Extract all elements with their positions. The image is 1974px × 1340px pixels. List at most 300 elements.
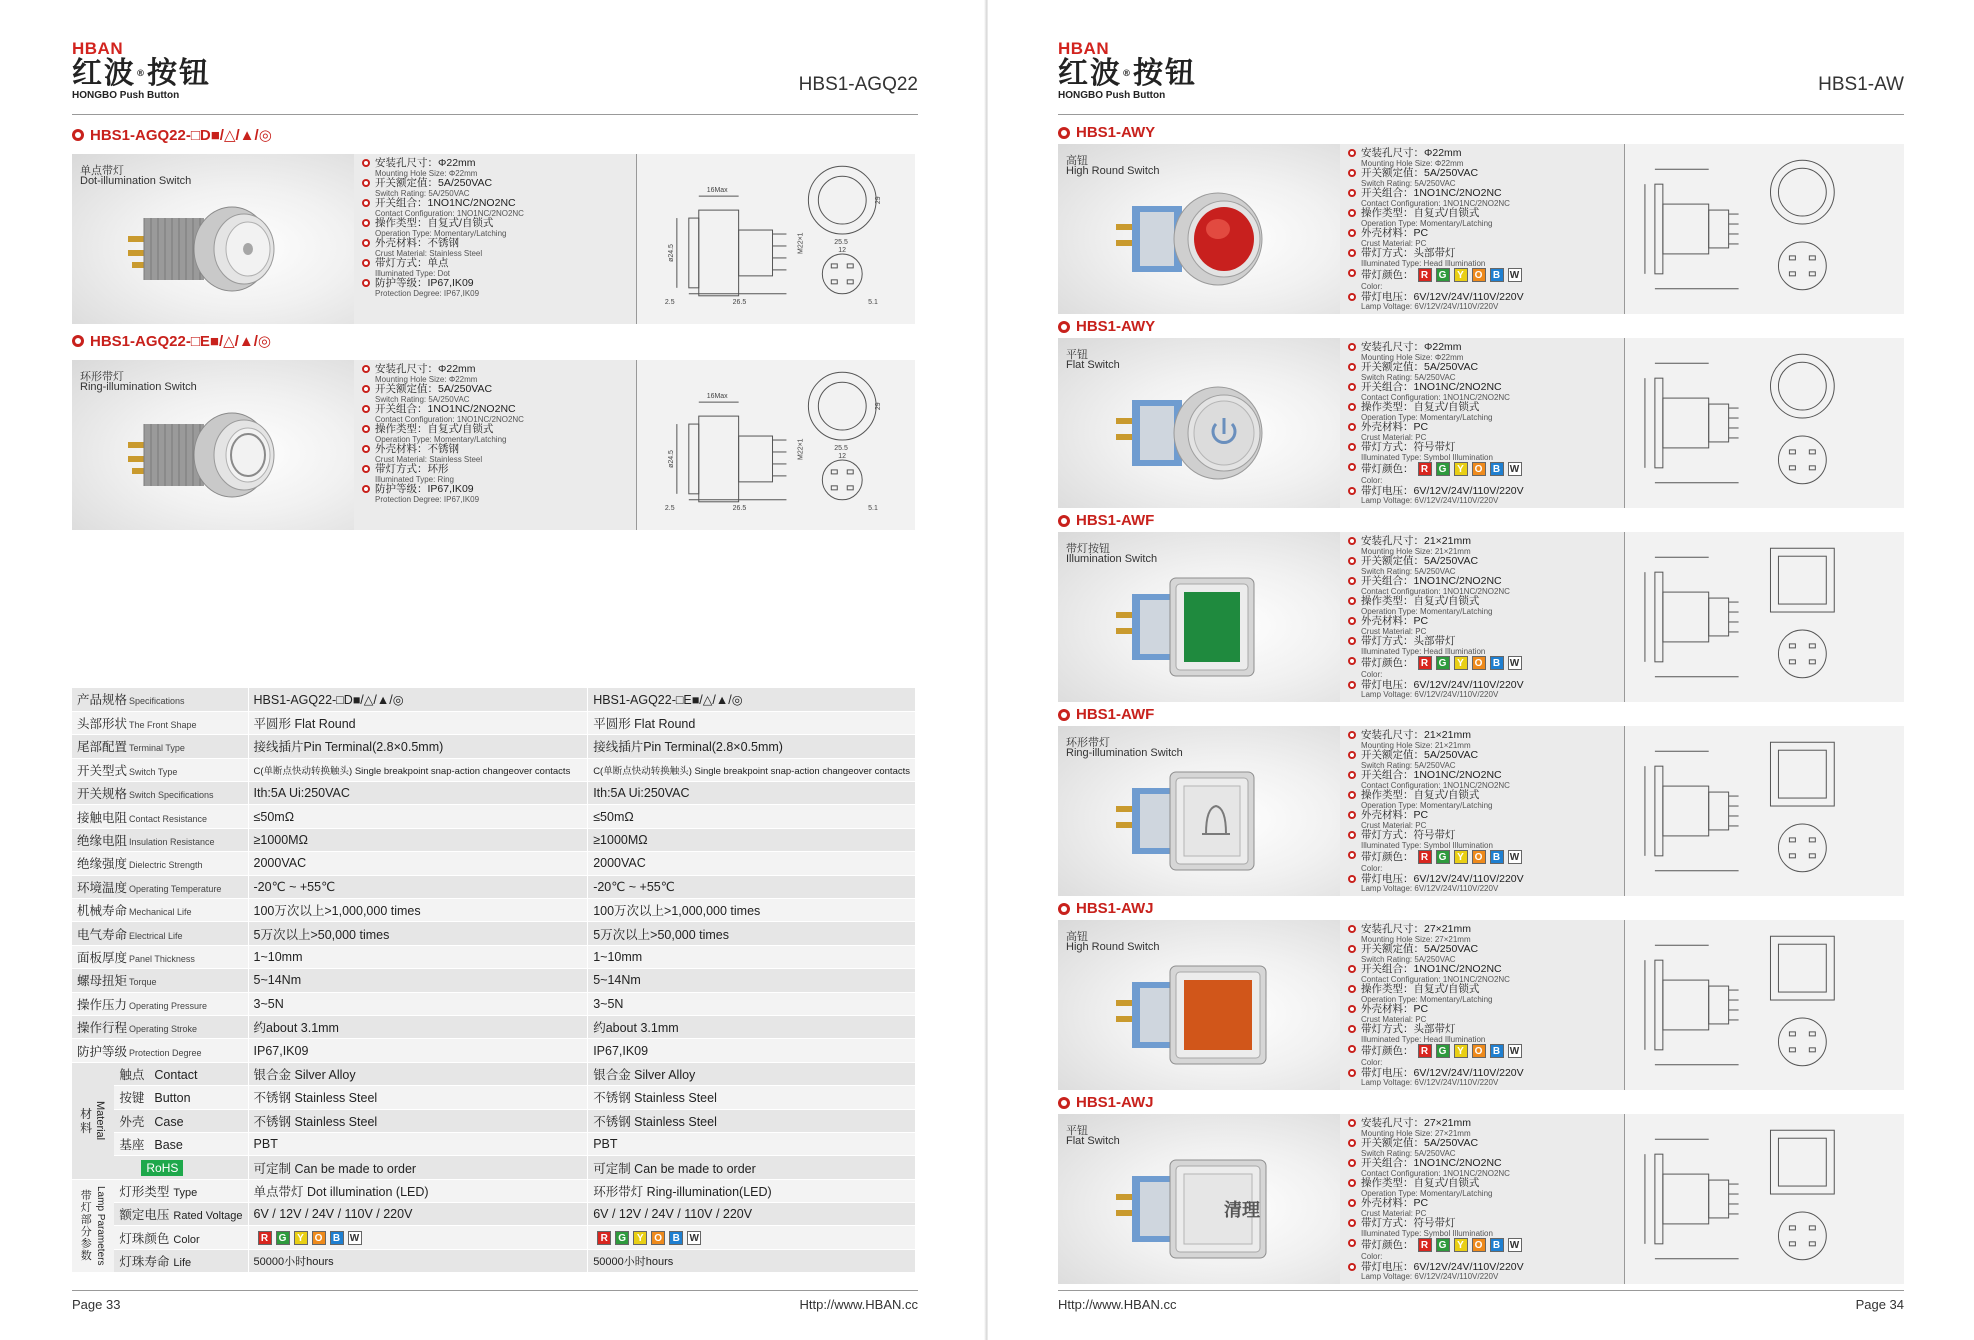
spec-en: Color: — [1361, 864, 1383, 873]
spec-en: Color: — [1361, 1252, 1383, 1261]
row-label — [72, 922, 248, 945]
spec-en: Crust Material: PC — [1361, 1208, 1427, 1218]
spec-cn: 带灯颜色： — [1361, 462, 1414, 475]
color-swatch-r: R — [1418, 268, 1432, 282]
cell-dot-model: 6V / 12V / 24V / 110V / 220V — [248, 1203, 588, 1226]
led-color-swatches — [1418, 462, 1522, 476]
spec-cn: 开关额定值：5A/250VAC — [1361, 749, 1479, 761]
brand-en-name: HONGBO Push Button — [1058, 90, 1166, 101]
bullet-icon — [1348, 945, 1356, 953]
table-row — [72, 1015, 915, 1038]
spec-en: Contact Configuration: 1NO1NC/2NO2NC — [1361, 780, 1510, 790]
material-group-label — [72, 1062, 114, 1179]
row-label-cn: 环境温度 — [77, 880, 128, 895]
row-label-cn: 面板厚度 — [77, 950, 128, 965]
spec-item — [1348, 874, 1524, 894]
bullet-icon — [362, 179, 370, 187]
spec-cn: 操作类型：自复式/自锁式 — [375, 217, 494, 229]
spec-item — [362, 364, 524, 384]
color-swatch-r: R — [1418, 1238, 1432, 1252]
row-label-cn: 螺母扭矩 — [77, 974, 128, 989]
dimension-drawing — [1624, 144, 1904, 314]
product-name-en: Dot-illumination Switch — [80, 175, 192, 187]
spec-cn: 带灯电压：6V/12V/24V/110V/220V — [1361, 678, 1524, 691]
spec-en: Crust Material: Stainless Steel — [375, 454, 483, 464]
brand-logo — [72, 40, 212, 102]
bullet-icon — [1348, 423, 1356, 431]
product-photo — [72, 360, 354, 530]
row-label — [72, 969, 248, 992]
cell-ring-model: 环形带灯 Ring-illumination(LED) — [588, 1179, 915, 1202]
spec-list — [1348, 342, 1524, 506]
row-label-en: Rated Voltage — [173, 1210, 243, 1223]
table-row — [72, 922, 915, 945]
row-label-cn: 触点 — [119, 1067, 145, 1082]
bullet-icon — [1348, 443, 1356, 451]
spec-item — [1348, 228, 1524, 248]
row-label-cn: 灯形类型 — [119, 1184, 170, 1199]
row-label — [72, 805, 248, 828]
bullet-icon — [1348, 875, 1356, 883]
cell-ring-model: 100万次以上>1,000,000 times — [588, 899, 915, 922]
row-label-cn: 灯珠寿命 — [119, 1255, 170, 1270]
row-label — [72, 875, 248, 898]
color-swatch-g: G — [1436, 268, 1450, 282]
color-swatch-r: R — [1418, 462, 1432, 476]
spec-cn: 外壳材料：PC — [1361, 421, 1429, 433]
product-name-en: Flat Switch — [1066, 359, 1120, 371]
spec-en: Contact Configuration: 1NO1NC/2NO2NC — [375, 208, 524, 218]
group-label-en: Material — [94, 1101, 107, 1141]
bullet-icon — [1348, 1005, 1356, 1013]
spec-cn: 开关组合：1NO1NC/2NO2NC — [1361, 381, 1502, 393]
row-label-cn: 灯珠颜色 — [119, 1231, 170, 1246]
row-label — [114, 1179, 248, 1202]
spec-item — [362, 158, 524, 178]
bullet-icon — [1348, 791, 1356, 799]
product-photo — [72, 154, 354, 324]
product-name-cn: 环形带灯 — [80, 371, 124, 383]
led-color-swatches — [597, 1231, 701, 1245]
footer-rule — [72, 1290, 918, 1291]
dim-label: 5.1 — [868, 504, 878, 512]
cell-dot-model: 3~5N — [248, 992, 588, 1015]
spec-cn: 外壳材料：不锈钢 — [375, 237, 459, 249]
section-title — [1058, 706, 1154, 723]
spec-en: Crust Material: PC — [1361, 820, 1427, 830]
row-label — [114, 1109, 248, 1132]
spec-cn: 安装孔尺寸：21×21mm — [1361, 729, 1471, 741]
spec-en: Color: — [1361, 670, 1383, 679]
bullet-icon — [1348, 731, 1356, 739]
cell-ring-model: 约about 3.1mm — [588, 1015, 915, 1038]
row-label-en: Switch Type — [129, 766, 178, 777]
cell-ring-model: 6V / 12V / 24V / 110V / 220V — [588, 1203, 915, 1226]
spec-en: Contact Configuration: 1NO1NC/2NO2NC — [1361, 392, 1510, 402]
color-swatch-y: Y — [1454, 268, 1468, 282]
section-title-text: HBS1-AWJ — [1076, 900, 1154, 917]
row-label — [72, 782, 248, 805]
row-label-cn: 开关规格 — [77, 787, 128, 802]
table-row — [72, 899, 915, 922]
cell-ring-model: 3~5N — [588, 992, 915, 1015]
spec-item — [1348, 382, 1524, 402]
spec-en: Mounting Hole Size: 21×21mm — [1361, 546, 1471, 556]
bullet-icon — [1348, 1219, 1356, 1227]
dimension-drawing — [1624, 338, 1904, 508]
spec-item — [1348, 1178, 1524, 1198]
spec-item — [1348, 1218, 1524, 1238]
dim-label: M22×1 — [797, 232, 805, 254]
row-label-en: Mechanical Life — [129, 907, 192, 918]
bullet-icon — [1348, 249, 1356, 257]
bullet-icon — [1348, 1045, 1356, 1053]
spec-item — [1348, 730, 1524, 750]
registered-mark: ® — [1122, 69, 1133, 79]
spec-item — [1348, 248, 1524, 268]
section-bullet-icon — [1058, 709, 1070, 721]
cell-ring-model: Ith:5A Ui:250VAC — [588, 782, 915, 805]
spec-cn: 带灯电压：6V/12V/24V/110V/220V — [1361, 872, 1524, 885]
spec-en: Operation Type: Momentary/Latching — [1361, 1188, 1493, 1198]
dim-label: ø24.5 — [667, 450, 675, 468]
spec-item — [362, 278, 524, 298]
color-swatch-o: O — [1472, 1044, 1486, 1058]
row-label-en: Protection Degree — [129, 1047, 202, 1058]
spec-cn: 带灯电压：6V/12V/24V/110V/220V — [1361, 484, 1524, 497]
cell-dot-model: -20℃ ~ +55℃ — [248, 875, 588, 898]
spec-item — [1348, 422, 1524, 442]
spec-item — [1348, 656, 1524, 679]
color-swatch-y: Y — [1454, 1044, 1468, 1058]
row-label-en: Dielectric Strength — [129, 860, 203, 871]
hban-wordmark: HBAN — [72, 39, 124, 58]
spec-item — [1348, 596, 1524, 616]
section-title — [1058, 318, 1155, 335]
dim-label: 26.5 — [732, 298, 747, 306]
section-bullet-icon — [1058, 127, 1070, 139]
table-row — [72, 1062, 915, 1085]
dim-label: 29 — [875, 196, 883, 205]
cell-dot-model: 1~10mm — [248, 945, 588, 968]
row-label — [72, 899, 248, 922]
product-name-cn: 带灯按钮 — [1066, 543, 1110, 555]
spec-cn: 带灯颜色： — [1361, 1238, 1414, 1251]
dim-label: 12 — [838, 246, 847, 254]
bullet-icon — [1348, 925, 1356, 933]
color-swatch-r: R — [1418, 850, 1432, 864]
bullet-icon — [362, 219, 370, 227]
cell-ring-model: ≤50mΩ — [588, 805, 915, 828]
spec-en: Illuminated Type: Head Illumination — [1361, 258, 1486, 268]
spec-en: Illuminated Type: Ring — [375, 474, 455, 484]
row-label — [72, 711, 248, 734]
spec-cn: 外壳材料：PC — [1361, 1197, 1429, 1209]
spec-cn: 带灯电压：6V/12V/24V/110V/220V — [1361, 1260, 1524, 1273]
technical-drawing — [1625, 532, 1904, 702]
brand-cn-part2: 按钮 — [147, 56, 211, 91]
group-label-cn: 带灯部分参数 — [80, 1189, 92, 1262]
section-title-text: HBS1-AWF — [1076, 512, 1155, 529]
spec-en: Operation Type: Momentary/Latching — [1361, 412, 1493, 422]
spec-item — [1348, 556, 1524, 576]
row-label-en: Button — [154, 1091, 191, 1106]
spec-en: Contact Configuration: 1NO1NC/2NO2NC — [1361, 586, 1510, 596]
cell-ring-model — [588, 1226, 915, 1249]
section-bullet-icon — [72, 129, 84, 141]
product-name-en: Flat Switch — [1066, 1135, 1120, 1147]
spec-en: Switch Rating: 5A/250VAC — [375, 188, 470, 198]
section-title-text: HBS1-AWF — [1076, 706, 1155, 723]
cell-dot-model: C(单断点快动转换触头) Single breakpoint snap-action changeover contacts — [248, 758, 588, 781]
spec-en: Crust Material: PC — [1361, 626, 1427, 636]
row-label — [72, 992, 248, 1015]
spec-en: Switch Rating: 5A/250VAC — [1361, 372, 1456, 382]
color-swatch-b: B — [330, 1231, 344, 1245]
product-name-en: High Round Switch — [1066, 165, 1160, 177]
color-swatch-y: Y — [1454, 656, 1468, 670]
row-label-cn: 接触电阻 — [77, 810, 128, 825]
cell-ring-model: 银合金 Silver Alloy — [588, 1062, 915, 1085]
section-title — [72, 332, 271, 350]
technical-drawing — [637, 154, 915, 324]
row-label-cn: 外壳 — [119, 1114, 145, 1129]
spec-cn: 安装孔尺寸：27×21mm — [1361, 923, 1471, 935]
dim-label: 5.1 — [868, 298, 878, 306]
row-label-en: Contact — [154, 1067, 198, 1082]
table-row — [72, 828, 915, 851]
bullet-icon — [1348, 293, 1356, 301]
spec-cn: 带灯颜色： — [1361, 656, 1414, 669]
cell-dot-model: 不锈钢 Stainless Steel — [248, 1086, 588, 1109]
cell-ring-model: 2000VAC — [588, 852, 915, 875]
technical-drawing — [637, 360, 915, 530]
cell-ring-model: -20℃ ~ +55℃ — [588, 875, 915, 898]
row-label-en: Operating Temperature — [129, 883, 222, 894]
technical-drawing — [1625, 144, 1904, 314]
spec-item — [1348, 636, 1524, 656]
bullet-icon — [1348, 1239, 1356, 1247]
bullet-icon — [1348, 657, 1356, 665]
row-label — [72, 945, 248, 968]
spec-en: Switch Rating: 5A/250VAC — [1361, 954, 1456, 964]
spec-list — [1348, 730, 1524, 894]
row-label — [114, 1086, 248, 1109]
table-row — [72, 782, 915, 805]
spec-cn: 安装孔尺寸：27×21mm — [1361, 1117, 1471, 1129]
bullet-icon — [1348, 597, 1356, 605]
product-name-cn: 高钮 — [1066, 931, 1088, 943]
spec-item — [362, 404, 524, 424]
bullet-icon — [1348, 831, 1356, 839]
dim-label: 12 — [838, 452, 847, 460]
dimension-drawing — [636, 154, 915, 324]
cell-ring-model: 接线插片Pin Terminal(2.8×0.5mm) — [588, 735, 915, 758]
dim-label: 16Max — [706, 187, 728, 195]
product-photo — [1058, 726, 1340, 896]
spec-cn: 开关额定值：5A/250VAC — [1361, 943, 1479, 955]
row-label-cn: 产品规格 — [77, 693, 128, 708]
spec-en: Mounting Hole Size: Φ22mm — [375, 168, 478, 178]
dimension-drawing — [636, 360, 915, 530]
bullet-icon — [362, 279, 370, 287]
bullet-icon — [1348, 1069, 1356, 1077]
spec-cn: 带灯电压：6V/12V/24V/110V/220V — [1361, 1066, 1524, 1079]
product-photo — [1058, 920, 1340, 1090]
cell-dot-model: 50000小时hours — [248, 1249, 588, 1272]
cell-dot-model: 单点带灯 Dot illumination (LED) — [248, 1179, 588, 1202]
spec-en: Switch Rating: 5A/250VAC — [1361, 760, 1456, 770]
color-swatch-g: G — [615, 1231, 629, 1245]
spec-en: Crust Material: PC — [1361, 432, 1427, 442]
row-label-en: Switch Specifications — [129, 790, 214, 801]
bullet-icon — [1348, 751, 1356, 759]
spec-cn: 带灯方式：头部带灯 — [1361, 247, 1456, 259]
row-label-en: Color — [173, 1233, 200, 1246]
spec-cn: 开关组合：1NO1NC/2NO2NC — [1361, 575, 1502, 587]
spec-en: Illuminated Type: Head Illumination — [1361, 646, 1486, 656]
row-label-en: The Front Shape — [129, 720, 197, 731]
dimension-drawing — [1624, 920, 1904, 1090]
row-label-en: Specifications — [129, 696, 185, 707]
row-label-cn: 开关型式 — [77, 763, 128, 778]
spec-cn: 带灯颜色： — [1361, 268, 1414, 281]
spec-item — [362, 238, 524, 258]
spec-en: Mounting Hole Size: Φ22mm — [1361, 158, 1464, 168]
color-swatch-b: B — [1490, 462, 1504, 476]
color-swatch-o: O — [1472, 462, 1486, 476]
spec-item — [362, 198, 524, 218]
technical-drawing — [1625, 920, 1904, 1090]
dim-label: 29 — [875, 402, 883, 411]
technical-drawing — [1625, 1114, 1904, 1284]
section-title-text: HBS1-AWY — [1076, 318, 1156, 335]
spec-cn: 外壳材料：不锈钢 — [375, 443, 459, 455]
spec-en: Color: — [1361, 282, 1383, 291]
product-name-en: Illumination Switch — [1066, 553, 1158, 565]
table-row — [72, 875, 915, 898]
row-label-cn: 头部形状 — [77, 717, 128, 732]
spec-cn: 开关额定值：5A/250VAC — [1361, 555, 1479, 567]
spec-en: Crust Material: PC — [1361, 238, 1427, 248]
brand-cn-name — [72, 58, 212, 90]
spec-item — [1348, 462, 1524, 485]
spec-en: Mounting Hole Size: 21×21mm — [1361, 740, 1471, 750]
product-name-en: Ring-illumination Switch — [1066, 747, 1183, 759]
spec-en: Operation Type: Momentary/Latching — [1361, 218, 1493, 228]
spec-cn: 开关额定值：5A/250VAC — [375, 383, 493, 395]
color-swatch-o: O — [1472, 268, 1486, 282]
spec-en: Contact Configuration: 1NO1NC/2NO2NC — [1361, 1168, 1510, 1178]
spec-en: Protection Degree: IP67,IK09 — [375, 288, 480, 298]
spec-en: Switch Rating: 5A/250VAC — [1361, 1148, 1456, 1158]
cell-dot-model: 平圆形 Flat Round — [248, 711, 588, 734]
spec-item — [1348, 830, 1524, 850]
technical-drawing — [1625, 338, 1904, 508]
row-label-cn: 额定电压 — [119, 1208, 170, 1223]
bullet-icon — [1348, 1199, 1356, 1207]
color-swatch-w: W — [1508, 656, 1522, 670]
table-row — [72, 1086, 915, 1109]
bullet-icon — [1348, 557, 1356, 565]
color-swatch-g: G — [276, 1231, 290, 1245]
bullet-icon — [1348, 229, 1356, 237]
spec-cn: 带灯方式：头部带灯 — [1361, 1023, 1456, 1035]
cell-dot-model: 不锈钢 Stainless Steel — [248, 1109, 588, 1132]
brand-logo — [1058, 40, 1198, 102]
row-label-en: Life — [173, 1257, 192, 1270]
bullet-icon — [1348, 681, 1356, 689]
bullet-icon — [362, 365, 370, 373]
cell-dot-model: 2000VAC — [248, 852, 588, 875]
row-label — [72, 828, 248, 851]
spec-item — [362, 444, 524, 464]
row-label — [114, 1226, 248, 1249]
spec-item — [1348, 964, 1524, 984]
cell-dot-model: IP67,IK09 — [248, 1039, 588, 1062]
color-swatch-w: W — [1508, 1238, 1522, 1252]
cell-dot-model: 5万次以上>50,000 times — [248, 922, 588, 945]
spec-cn: 外壳材料：PC — [1361, 615, 1429, 627]
specification-table — [72, 688, 915, 1273]
spec-cn: 开关组合：1NO1NC/2NO2NC — [1361, 769, 1502, 781]
spec-cn: 外壳材料：PC — [1361, 227, 1429, 239]
color-swatch-b: B — [1490, 850, 1504, 864]
spec-cn: 开关组合：1NO1NC/2NO2NC — [375, 403, 516, 415]
color-swatch-r: R — [597, 1231, 611, 1245]
spec-cn: 安装孔尺寸：Φ22mm — [1361, 147, 1462, 159]
row-label — [114, 1203, 248, 1226]
cell-ring-model: 5~14Nm — [588, 969, 915, 992]
cell-ring-model: 可定制 Can be made to order — [588, 1156, 915, 1179]
cell-dot-model: 约about 3.1mm — [248, 1015, 588, 1038]
led-color-swatches — [1418, 656, 1522, 670]
bullet-icon — [1348, 363, 1356, 371]
spec-en: Contact Configuration: 1NO1NC/2NO2NC — [1361, 198, 1510, 208]
cell-ring-model: 1~10mm — [588, 945, 915, 968]
spec-item — [1348, 1024, 1524, 1044]
cell-ring-model: ≥1000MΩ — [588, 828, 915, 851]
color-swatch-w: W — [1508, 462, 1522, 476]
spec-en: Crust Material: Stainless Steel — [375, 248, 483, 258]
row-label-cn: 操作压力 — [77, 997, 128, 1012]
spec-item — [1348, 442, 1524, 462]
bullet-icon — [1348, 1263, 1356, 1271]
spec-en: Illuminated Type: Symbol Illumination — [1361, 452, 1493, 462]
spec-cn: 带灯方式：符号带灯 — [1361, 441, 1456, 453]
bullet-icon — [362, 159, 370, 167]
table-row — [72, 1203, 915, 1226]
dim-label: 25.5 — [834, 238, 848, 246]
spec-en: Lamp Voltage: 6V/12V/24V/110V/220V — [1361, 1272, 1499, 1281]
spec-en: Operation Type: Momentary/Latching — [1361, 606, 1493, 616]
section-title — [1058, 1094, 1154, 1111]
cell-dot-model: 可定制 Can be made to order — [248, 1156, 588, 1179]
spec-cn: 操作类型：自复式/自锁式 — [375, 423, 494, 435]
section-title — [1058, 124, 1155, 141]
cell-ring-model: HBS1-AGQ22-□E■/△/▲/◎ — [588, 688, 915, 711]
row-label-cn: 基座 — [119, 1138, 145, 1153]
spec-item — [362, 384, 524, 404]
header-rule — [1058, 114, 1904, 115]
dim-label: 2.5 — [664, 298, 675, 306]
cell-dot-model: 5~14Nm — [248, 969, 588, 992]
spec-en: Illuminated Type: Symbol Illumination — [1361, 1228, 1493, 1238]
spec-item — [1348, 850, 1524, 873]
table-row — [72, 852, 915, 875]
color-swatch-b: B — [669, 1231, 683, 1245]
spec-cn: 带灯方式：符号带灯 — [1361, 1217, 1456, 1229]
